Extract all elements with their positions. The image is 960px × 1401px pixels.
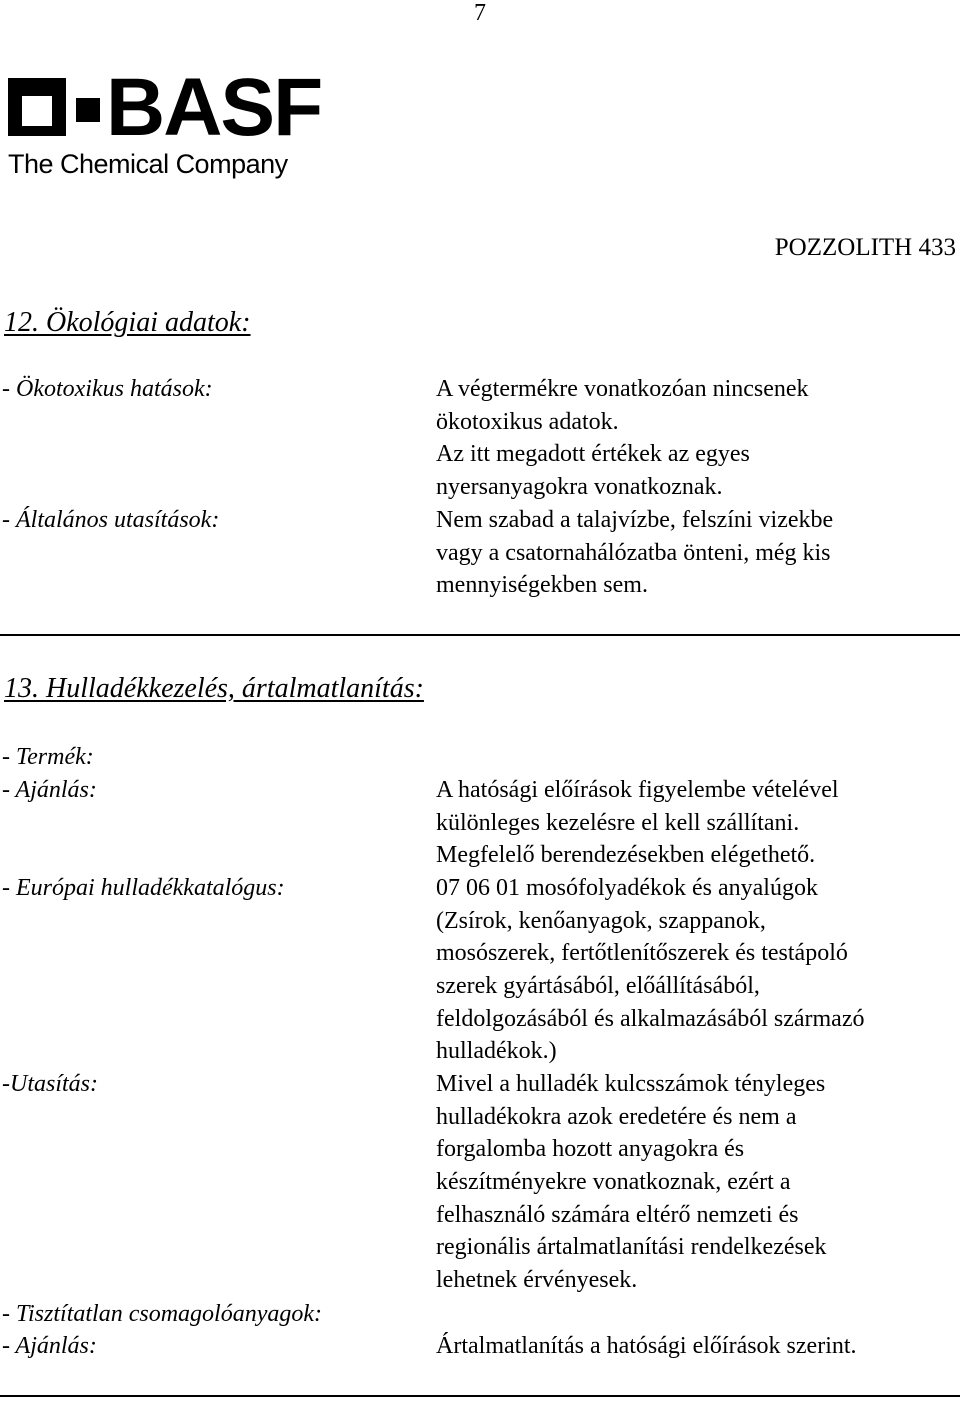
catalog-line: 07 06 01 mosófolyadékok és anyalúgok (436, 875, 818, 901)
logo-square-large (8, 78, 66, 136)
logo-square-small (76, 98, 100, 122)
recommend-text (436, 774, 839, 872)
section-13-heading: 13. Hulladékkezelés, ártalmatlanítás: (4, 673, 424, 704)
recommend-line: Megfelelő berendezésekben elégethető. (436, 842, 816, 869)
product-label: - Termék: (2, 744, 94, 770)
catalog-label: - Európai hulladékkatalógus: (2, 875, 285, 901)
instruction-line: hulladékokra azok eredetére és nem a (436, 1103, 797, 1130)
logo-tagline: The Chemical Company (8, 149, 288, 179)
ecotox-line: Az itt megadott értékek az egyes (436, 441, 750, 468)
general-line: mennyiségekben sem. (436, 572, 648, 599)
instruction-line: regionális ártalmatlanítási rendelkezések (436, 1234, 827, 1261)
packaging-recommend-line: Ártalmatlanítás a hatósági előírások szerint. (436, 1333, 857, 1359)
general-text (436, 504, 833, 602)
packaging-recommend-text (436, 1330, 857, 1363)
recommend-line: A hatósági előírások figyelembe vételével (436, 777, 839, 803)
page-number: 7 (474, 0, 486, 26)
recommend-label: - Ajánlás: (2, 777, 97, 803)
ecotox-label: - Ökotoxikus hatások: (2, 376, 213, 402)
packaging-recommend-label: - Ajánlás: (2, 1333, 97, 1359)
instruction-line: forgalomba hozott anyagokra és (436, 1136, 745, 1163)
instruction-line: lehetnek érvényesek. (436, 1267, 638, 1294)
general-line: Nem szabad a talajvízbe, felszíni vizekbe (436, 507, 834, 533)
packaging-label: - Tisztítatlan csomagolóanyagok: (2, 1301, 322, 1327)
section-divider (0, 634, 960, 636)
instruction-line: készítményekre vonatkoznak, ezért a (436, 1169, 791, 1196)
instruction-line: felhasználó számára eltérő nemzeti és (436, 1201, 799, 1228)
instruction-text (436, 1068, 827, 1297)
ecotox-line: A végtermékre vonatkozóan nincsenek (436, 376, 809, 402)
instruction-line: Mivel a hulladék kulcsszámok tényleges (436, 1071, 826, 1097)
instruction-label: -Utasítás: (2, 1071, 98, 1097)
basf-logo (8, 62, 322, 186)
general-label: - Általános utasítások: (2, 507, 220, 533)
catalog-line: szerek gyártásából, előállításából, (436, 973, 760, 1000)
section-12-heading: 12. Ökológiai adatok: (4, 307, 251, 338)
ecotox-line: nyersanyagokra vonatkoznak. (436, 474, 723, 501)
catalog-text (436, 872, 864, 1068)
recommend-line: különleges kezelésre el kell szállítani. (436, 809, 800, 836)
general-line: vagy a csatornahálózatba önteni, még kis (436, 539, 831, 566)
ecotox-line: ökotoxikus adatok. (436, 408, 619, 435)
ecotox-text (436, 373, 809, 504)
catalog-line: (Zsírok, kenőanyagok, szappanok, (436, 907, 766, 934)
product-name: POZZOLITH 433 (774, 234, 956, 261)
footer-divider (0, 1395, 960, 1397)
catalog-line: mosószerek, fertőtlenítőszerek és testápoló (436, 940, 848, 967)
catalog-line: hulladékok.) (436, 1038, 557, 1065)
catalog-line: feldolgozásából és alkalmazásából származó (436, 1005, 865, 1032)
logo-brand: BASF (106, 62, 322, 153)
